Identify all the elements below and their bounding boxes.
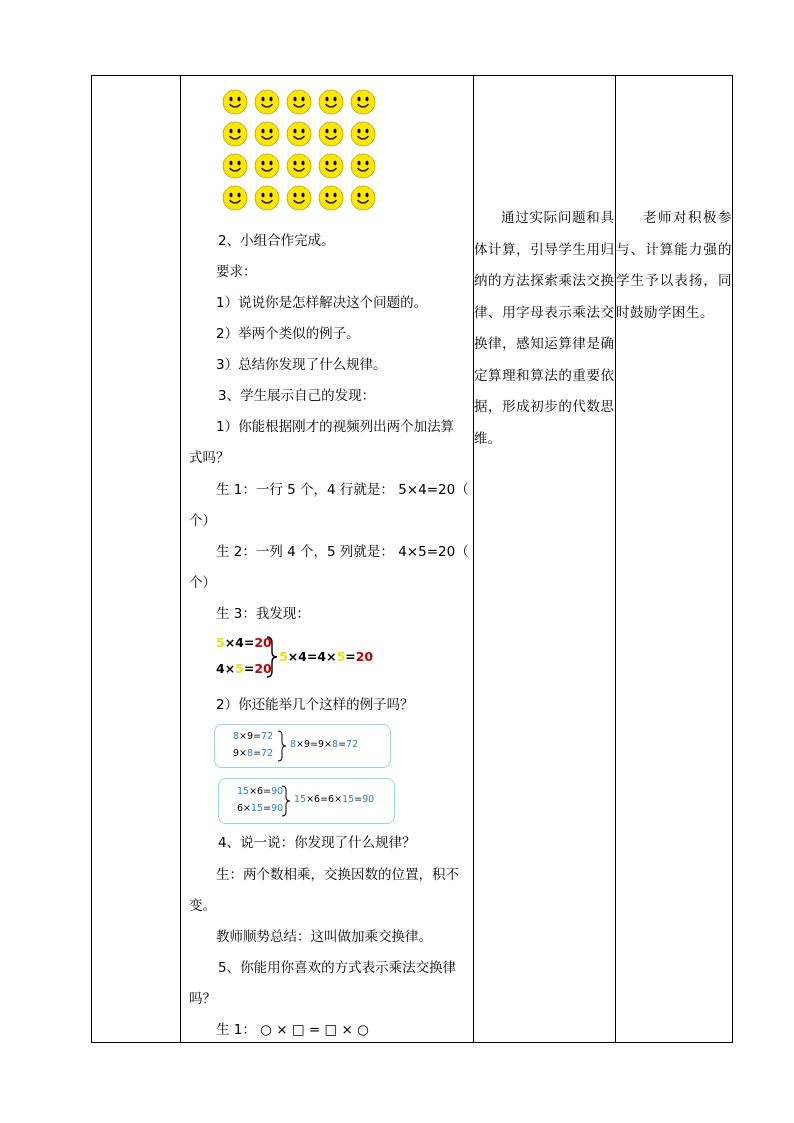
smiley-face-icon: [318, 89, 344, 115]
evaluation-cell: [616, 203, 732, 329]
smiley-row: [222, 89, 382, 115]
teaching-process-cell: 2、小组合作完成。 要求： 1）说说你是怎样解决这个问题的。 2）举两个类似的例子。 3）总结你发现了什么规律。 3、学生展示自己的发现： 1）你能根据刚才的视频列出两个加法算 式吗？ 生 1：一行 5 个，4 行就是： 5×4=20（ 个） 生 2：一列 4 个，5 列就是： 4×5=20（ 个） 生 3：我发现： 5×4=20 4×5=20 5×4=4×5=20 2）你还能举几个这样的例子吗？ 8×9=72 9×8=72 8×9=9×8=72 15×6=90 6×15=90 15×6=6×15=90 4、说一说：你发现了什么规律？ 生：两个数相乘，交换因数的位置，积不 变。 教师顺势总结：这叫做加乘交换律。 5、你能用你喜欢的方式表示乘法交换律 吗？ 生 1： ○ × □ = □ × ○: [181, 76, 473, 1042]
student-rule-answer-cont: 变。: [189, 898, 216, 914]
step-4-heading: 4、说一说：你发现了什么规律？: [218, 835, 416, 851]
smiley-face-icon: [350, 153, 376, 179]
smiley-face-icon: [350, 185, 376, 211]
smiley-face-icon: [222, 121, 248, 147]
design-intent-text: 通过实际问题和具体计算，引导学生用归纳的方法探索乘法交换律、用字母表示乘法交换律，感知运算律是确定算理和算法的重要依据，形成初步的代数思维。: [474, 210, 614, 447]
example-box-2: 15×6=90 6×15=90 15×6=6×15=90: [218, 778, 395, 824]
step-5-heading: 5、你能用你喜欢的方式表示乘法交换律: [218, 960, 457, 976]
smiley-face-icon: [350, 89, 376, 115]
smiley-face-icon: [286, 153, 312, 179]
smiley-face-icon: [286, 89, 312, 115]
question-2: 2）你还能举几个这样的例子吗？: [216, 697, 414, 713]
question-1: 1）你能根据刚才的视频列出两个加法算: [216, 419, 455, 435]
student-1-symbol-answer: 生 1： ○ × □ = □ × ○: [216, 1022, 369, 1038]
requirement-3: 3）总结你发现了什么规律。: [216, 357, 387, 373]
smiley-face-icon: [318, 153, 344, 179]
student-2-answer: 生 2：一列 4 个，5 列就是： 4×5=20（: [216, 544, 469, 560]
design-intent-cell: [474, 203, 614, 455]
smiley-face-icon: [222, 153, 248, 179]
step-3-heading: 3、学生展示自己的发现：: [218, 388, 376, 404]
smiley-face-icon: [254, 153, 280, 179]
teacher-summary: 教师顺势总结：这叫做加乘交换律。: [216, 929, 432, 945]
smiley-grid: [222, 89, 382, 217]
brace-icon: [265, 635, 279, 679]
smiley-face-icon: [318, 185, 344, 211]
smiley-row: [222, 185, 382, 211]
smiley-face-icon: [286, 185, 312, 211]
student-1-answer-cont: 个）: [189, 513, 216, 529]
smiley-face-icon: [318, 121, 344, 147]
step-5-heading-cont: 吗？: [189, 991, 216, 1007]
requirement-2: 2）举两个类似的例子。: [216, 326, 360, 342]
requirement-1: 1）说说你是怎样解决这个问题的。: [216, 295, 428, 311]
smiley-row: [222, 121, 382, 147]
student-2-answer-cont: 个）: [189, 575, 216, 591]
step-2-heading: 2、小组合作完成。: [218, 233, 335, 249]
requirements-label: 要求：: [216, 264, 257, 280]
smiley-face-icon: [254, 121, 280, 147]
student-3-answer: 生 3：我发现：: [216, 606, 310, 622]
lesson-table: [91, 75, 733, 1043]
smiley-face-icon: [350, 121, 376, 147]
smiley-row: [222, 153, 382, 179]
example-box-1: 8×9=72 9×8=72 8×9=9×8=72: [214, 724, 391, 768]
brace-icon: [277, 730, 287, 762]
smiley-face-icon: [254, 89, 280, 115]
smiley-face-icon: [222, 185, 248, 211]
student-1-answer: 生 1：一行 5 个，4 行就是： 5×4=20（: [216, 482, 469, 498]
brace-icon: [281, 785, 291, 817]
question-1-cont: 式吗？: [189, 450, 230, 466]
student-rule-answer: 生：两个数相乘，交换因数的位置，积不: [216, 867, 459, 883]
smiley-face-icon: [222, 89, 248, 115]
smiley-face-icon: [254, 185, 280, 211]
smiley-face-icon: [286, 121, 312, 147]
evaluation-text: 老师对积极参与、计算能力强的学生予以表扬，同时鼓励学困生。: [616, 210, 732, 321]
